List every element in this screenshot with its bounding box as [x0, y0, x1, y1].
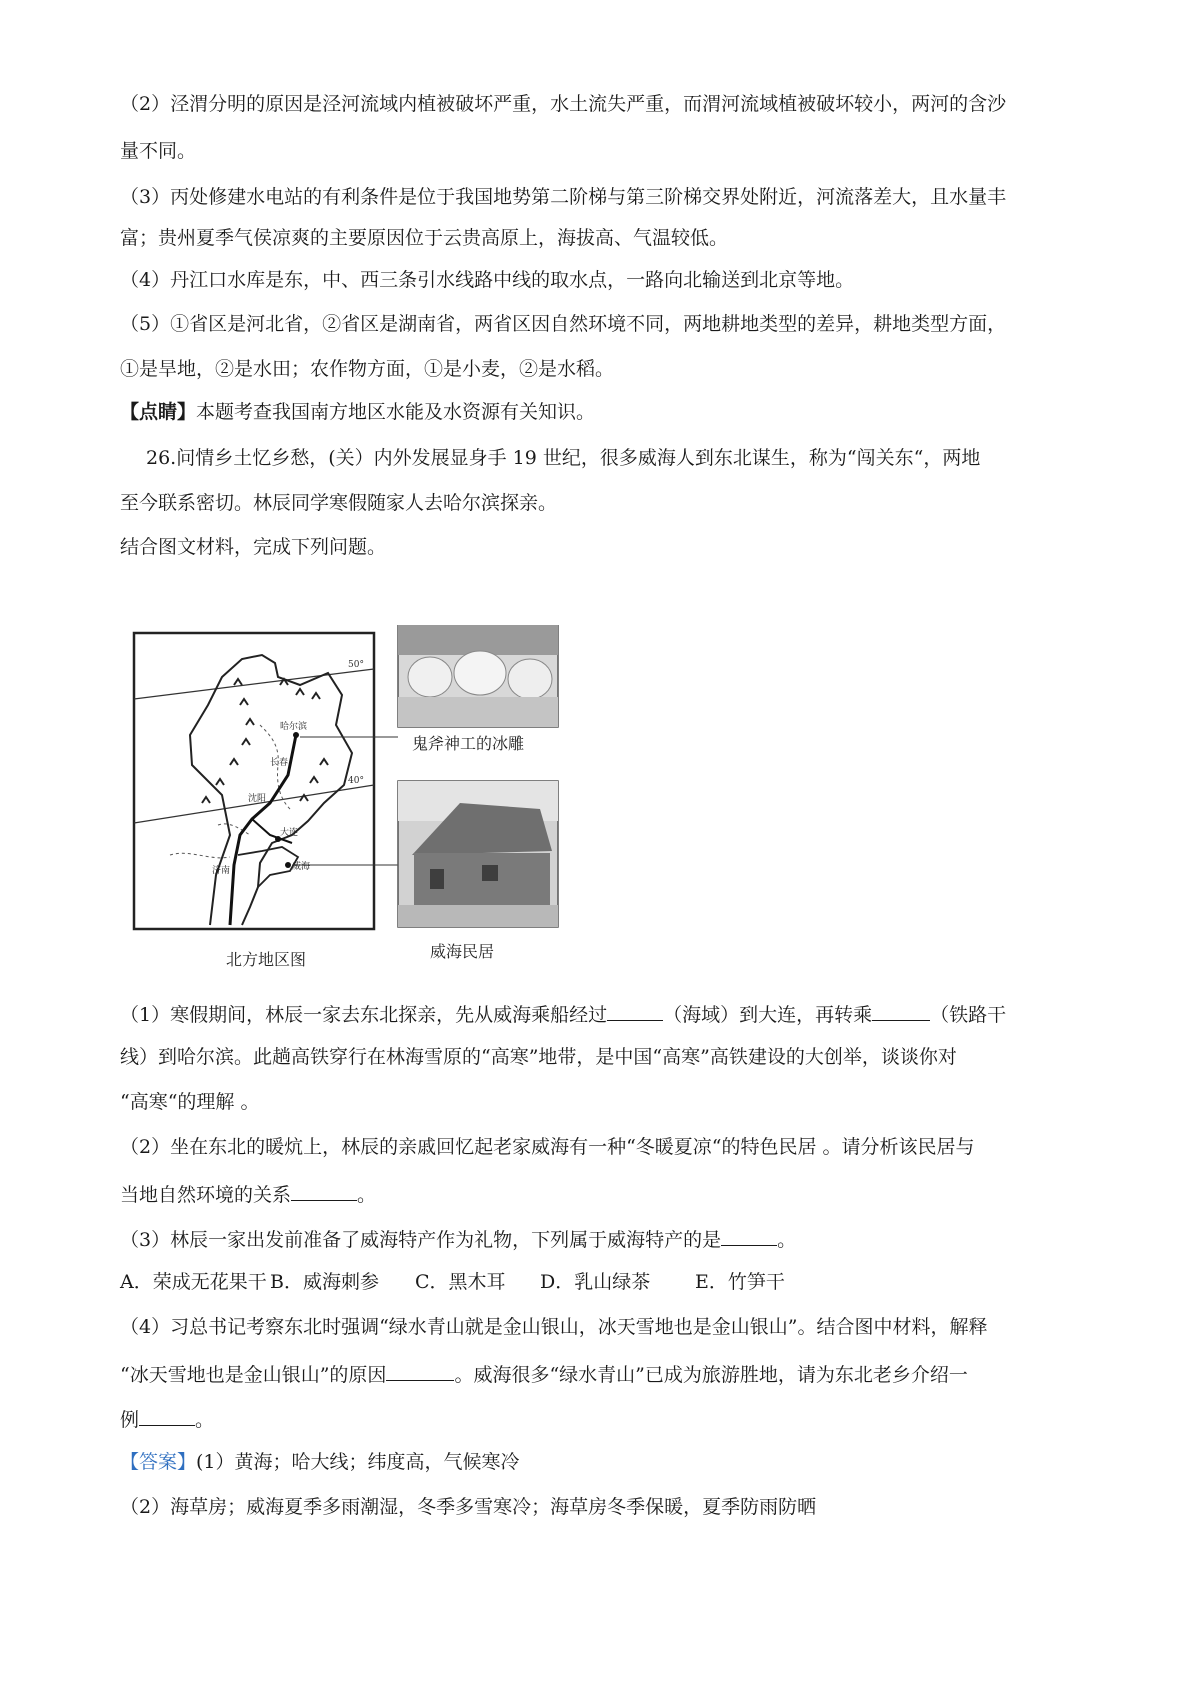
lat-40-label: 40° — [348, 776, 364, 786]
q4-text-d: 。 — [195, 1409, 215, 1431]
harbin-label: 哈尔滨 — [280, 722, 308, 732]
q2-line1: （2）坐在东北的暖炕上，林辰的亲戚回忆起老家威海有一种“冬暖夏凉“的特色民居 。请分析该民居与 — [120, 1136, 975, 1158]
answer-1: (1）黄海；哈大线；纬度高，气候寒冷 — [196, 1451, 520, 1473]
shenyang-label: 沈阳 — [248, 794, 267, 804]
q1-line2: 线）到哈尔滨。此趟高铁穿行在林海雪原的“高寒”地带，是中国“高寒”高铁建设的大创举，谈谈你对 — [120, 1046, 957, 1068]
q1-blank-railway[interactable] — [872, 1000, 930, 1021]
q3-line — [120, 1225, 796, 1252]
q4-text-c: 例 — [120, 1409, 140, 1431]
weihai-label: 威海 — [292, 862, 311, 872]
option-e[interactable]: E．竹笋干 — [695, 1271, 785, 1293]
q2-blank[interactable] — [291, 1180, 357, 1201]
jinan-label: 济南 — [212, 866, 231, 876]
q1-line3: “高寒“的理解 。 — [120, 1091, 260, 1113]
prev-answer-5-line1: （5）①省区是河北省，②省区是湖南省，两省区因自然环境不同，两地耕地类型的差异，耕地类型方面， — [120, 313, 1007, 335]
q4-line2 — [120, 1360, 968, 1387]
photo2-caption: 威海民居 — [430, 942, 495, 961]
q1-line1 — [120, 1000, 1006, 1027]
dianjing-text: 本题考查我国南方地区水能及水资源有关知识。 — [196, 401, 596, 423]
q1-blank-sea[interactable] — [607, 1000, 663, 1021]
option-d[interactable]: D．乳山绿茶 — [540, 1271, 651, 1293]
option-b[interactable]: B．威海刺参 — [270, 1271, 379, 1293]
q4-line3 — [120, 1405, 214, 1432]
prev-answer-3-line1: （3）丙处修建水电站的有利条件是位于我国地势第二阶梯与第三阶梯交界处附近，河流落差大，且水量丰 — [120, 186, 1007, 208]
north-china-map — [134, 633, 398, 969]
prev-answer-3-line2: 富；贵州夏季气侯凉爽的主要原因位于云贵高原上，海拔高、气温较低。 — [120, 227, 729, 249]
q4-line1: （4）习总书记考察东北时强调“绿水青山就是金山银山，冰天雪地也是金山银山”。结合图中材料，解释 — [120, 1316, 988, 1338]
q1-text-c: （铁路干 — [930, 1004, 1007, 1026]
prev-answer-2-line2: 量不同。 — [120, 140, 197, 162]
q4-blank-2[interactable] — [139, 1405, 195, 1426]
q4-text-a: “冰天雪地也是金山银山”的原因 — [120, 1364, 387, 1386]
answer-2: （2）海草房；威海夏季多雨潮湿，冬季多雪寒冷；海草房冬季保暖，夏季防雨防晒 — [120, 1496, 817, 1518]
weihai-house-photo — [398, 781, 558, 961]
q2-text-a: 当地自然环境的关系 — [120, 1184, 292, 1206]
question-intro-line1: 26.问情乡土忆乡愁，(关）内外发展显身手 19 世纪，很多威海人到东北谋生，称为“闯关东“，两地 — [146, 447, 981, 469]
q3-blank[interactable] — [721, 1225, 777, 1246]
dianjing-note — [120, 400, 595, 424]
ice-sculpture-photo — [398, 625, 558, 753]
prev-answer-4: （4）丹江口水库是东，中、西三条引水线路中线的取水点，一路向北输送到北京等地。 — [120, 269, 855, 291]
option-a[interactable]: A．荣成无花果干 — [120, 1271, 267, 1293]
photo1-caption: 鬼斧神工的冰雕 — [412, 734, 525, 753]
weihai-marker — [285, 862, 291, 868]
question-intro-line2: 至今联系密切。林辰同学寒假随家人去哈尔滨探亲。 — [120, 492, 558, 514]
question-instruction: 结合图文材料，完成下列问题。 — [120, 536, 387, 558]
option-c[interactable]: C．黑木耳 — [415, 1271, 506, 1293]
q1-text-b: （海域）到大连，再转乘 — [663, 1004, 873, 1026]
harbin-marker — [293, 732, 299, 738]
changchun-label: 长春 — [270, 758, 289, 768]
figure-group — [130, 625, 610, 980]
prev-answer-5-line2: ①是旱地，②是水田；农作物方面，①是小麦，②是水稻。 — [120, 358, 615, 380]
dianjing-tag: 【点睛】 — [120, 401, 197, 423]
lat-50-label: 50° — [348, 660, 364, 670]
answer-line1 — [120, 1450, 520, 1474]
q1-text-a: （1）寒假期间，林辰一家去东北探亲，先从威海乘船经过 — [120, 1004, 608, 1026]
prev-answer-2-line1: （2）泾渭分明的原因是泾河流域内植被破坏严重，水土流失严重，而渭河流域植被破坏较小，两河的含沙 — [120, 93, 1007, 115]
q3-text-a: （3）林辰一家出发前准备了威海特产作为礼物，下列属于威海特产的是 — [120, 1229, 722, 1251]
q3-text-b: 。 — [777, 1229, 797, 1251]
dalian-label: 大连 — [280, 828, 299, 838]
map-caption: 北方地区图 — [226, 950, 307, 969]
q2-line2 — [120, 1180, 376, 1207]
q2-text-b: 。 — [357, 1184, 377, 1206]
answer-tag: 【答案】 — [120, 1451, 197, 1473]
q3-options — [120, 1270, 785, 1294]
q4-blank-1[interactable] — [386, 1360, 454, 1381]
q4-text-b: 。威海很多“绿水青山”已成为旅游胜地，请为东北老乡介绍一 — [454, 1364, 968, 1386]
